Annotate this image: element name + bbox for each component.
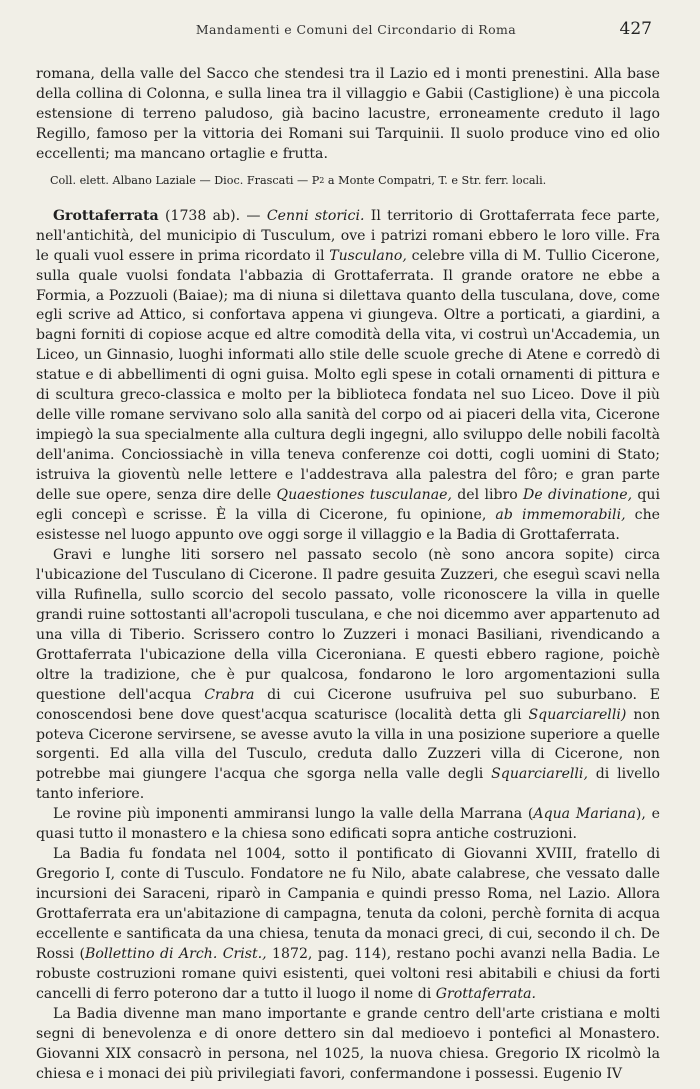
text-run: del libro: [451, 487, 524, 504]
text-run: Il territorio di Grottaferrata fece parte, nell'antichità, del municipio di Tusculum, ove i patrizi romani ebbero le loro ville. Fra le quali vuol essere in prima ricordato il: [36, 207, 660, 264]
text-run: Le rovine più imponenti ammiransi lungo la valle della Marrana (: [53, 806, 534, 823]
italic-term: Quaestiones tusculanae,: [276, 487, 452, 504]
text-run: non poteva Cicerone servirsene, se avesse avuto la villa in una posizione superiore a quelle sorgenti. Ed alla villa del Tusculo, creduta dallo Zuzzeri villa di Cicerone, non potrebbe mai giungere l'acqua che sgorga nella valle degli: [36, 706, 660, 783]
text-run: di cui Cicerone usufruiva pel suo suburbano. E conoscendosi bene dove quest'acqua scaturisce (località detta gli: [36, 686, 660, 723]
paragraph-grottaferrata: [36, 207, 660, 546]
italic-term: Crabra: [204, 686, 255, 703]
italic-term: ab immemorabili,: [495, 507, 626, 524]
paragraph-liti: [36, 546, 660, 805]
text-run: 1872, pag. 114), restano pochi avanzi nella Badia. Le robuste costruzioni romane quivi esistenti, quei voltoni resi abitabili e chiusi da forti cancelli di ferro poterono dar a tutto il luogo il nome di: [36, 945, 660, 1002]
collegio-sup: 2: [319, 175, 325, 185]
page-number: 427: [619, 19, 652, 39]
paragraph-badia: [36, 845, 660, 1005]
paragraph-rovine: [36, 805, 660, 845]
italic-term: Squarciarelli,: [491, 766, 588, 783]
running-header: [60, 19, 652, 42]
intro-paragraph: romana, della valle del Sacco che stendesi tra il Lazio ed i monti prenestini. Alla base della collina di Colonna, e sulla linea tra il villaggio e Gabii (Castiglione) è una piccola estensione di terreno paludoso, già bacino lacustre, erroneamente creduto il lago Regillo, famoso per la vittoria dei Romani sui Tarquinii. Il suolo produce vino ed olio eccellenti; ma mancano ortaglie e frutta.: [36, 66, 660, 162]
collegio-text-2: a Monte Compatri, T. e Str. ferr. locali.: [324, 173, 547, 187]
italic-term: Bollettino di Arch. Crist.,: [85, 945, 267, 962]
italic-term: Tusculano,: [329, 247, 407, 264]
population: (1738 ab). —: [158, 207, 267, 224]
running-title: Mandamenti e Comuni del Circondario di Roma: [195, 22, 517, 37]
collegio-text: Coll. elett. Albano Laziale — Dioc. Frascati — P: [50, 173, 320, 187]
text-run: qui egli concepì e scrisse. È la villa di Cicerone, fu opinione,: [36, 487, 660, 524]
text-run: ), e quasi tutto il monastero e la chiesa sono edificati sopra antiche costruzioni.: [36, 806, 660, 843]
text-run: celebre villa di M. Tullio Cicerone, sulla quale vuolsi fondata l'abbazia di Grottaferrata. Il grande oratore ne ebbe a Formia, a Pozzuoli (Baiae); ma di niuna si dilettava quanto della tusculana, dove, come egli scrive ad Attico, si confortava appena vi giungeva. Oltre a porticati, a giardini, a bagni forniti di copiose acque ed altre comodità della vita, vi costruì un'Accademia, un Liceo, un Ginnasio, luoghi informati allo stile delle scuole greche di Atene e corredò di statue e di abbellimenti di ogni guisa. Molto egli spese in cotali ornamenti di pittura e di scultura greco-classica e molto per la biblioteca fondata nel suo Liceo. Dove il più delle ville romane servivano solo alla sanità del corpo od ai piaceri della vita, Cicerone impiegò la sua specialmente alla cultura degli ingegni, allo sviluppo delle nobili facoltà dell'anima. Conciossiachè in villa teneva conferenze coi dotti, cogli uomini di Stato; istruiva la gioventù nelle lettere e l'addestrava alla palestra del fôro; e gran parte delle sue opere, senza dire delle: [36, 247, 660, 504]
collegio-line: [50, 171, 660, 191]
italic-term: De divinatione,: [523, 487, 633, 504]
italic-term: Aqua Mariana: [533, 806, 636, 823]
text-run: che esistesse nel luogo appunto ove oggi sorge il villaggio e la Badia di Grottaferrata.: [36, 507, 660, 543]
paragraph-badia-importante: La Badia divenne man mano importante e grande centro dell'arte cristiana e molti segni di benevolenza e di onore dettero sin dal medioevo i pontefici al Monastero. Giovanni XIX consacrò in persona, nel 1025, la nuova chiesa. Gregorio IX ricolmò la chiesa e i monaci dei più privilegiati favori, confermandone i possessi. Eugenio IV: [36, 1005, 660, 1082]
italic-term: Grottaferrata.: [435, 985, 536, 1002]
page-body: [36, 65, 660, 1085]
text-run: Gravi e lunghe liti sorsero nel passato secolo (nè sono ancora sopite) circa l'ubicazione del Tusculano di Cicerone. Il padre gesuita Zuzzeri, che eseguì scavi nella villa Rufinella, sullo scorcio del secolo passato, volle riconoscere la villa in quelle grandi ruine sottostanti all'acropoli tusculana, e che noi dicemmo aver appartenuto ad una villa di Tiberio. Scrissero contro lo Zuzzeri i monaci Basiliani, rivendicando a Grottaferrata l'ubicazione della villa Ciceroniana. E questi ebbero ragione, poichè oltre la tradizione, che è pur qualcosa, fondarono le loro argomentazioni sulla questione dell'acqua: [36, 546, 660, 703]
text-run: di livello tanto inferiore.: [36, 766, 660, 803]
italic-term: Squarciarelli): [528, 706, 627, 723]
section-heading: Cenni storici.: [266, 207, 365, 224]
text-run: La Badia fu fondata nel 1004, sotto il pontificato di Giovanni XVIII, fratello di Gregorio I, conte di Tusculo. Fondatore ne fu Nilo, abate calabrese, che vessato dalle incursioni dei Saraceni, riparò in Campania e quindi presso Roma, nel Lazio. Allora Grottaferrata era un'abitazione di campagna, tenuta da coloni, perchè fornita di acqua eccellente e santificata da una chiesa, tenuta da monaci greci, di cui, secondo il ch. De Rossi (: [36, 846, 660, 962]
place-name: Grottaferrata: [53, 207, 159, 224]
